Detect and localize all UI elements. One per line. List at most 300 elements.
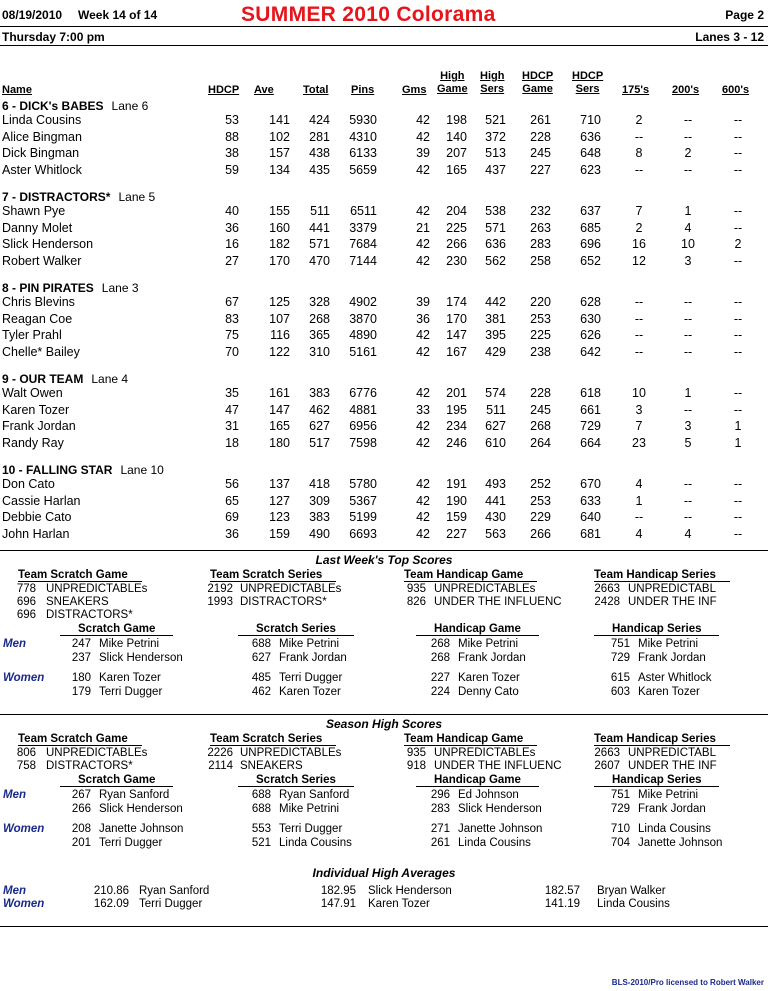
player-row: [0, 237, 768, 253]
player-row: [0, 204, 768, 220]
women-score-value: 271: [430, 823, 450, 835]
stat-ave: 127: [269, 493, 290, 508]
stat-total: 418: [309, 477, 330, 491]
stat-high-sers: 437: [485, 162, 506, 177]
count-600s: --: [733, 162, 743, 177]
count-175s: 12: [632, 253, 646, 268]
men-score-name: Mike Petrini: [458, 638, 519, 650]
team-lane: Lane 5: [118, 190, 156, 204]
stat-total: 438: [309, 146, 330, 160]
stat-hdcp-sers: 685: [580, 220, 601, 235]
women-score-value: 485: [251, 672, 271, 684]
women-score-value: 462: [251, 686, 271, 698]
team-score-name: UNDER THE INF: [628, 760, 717, 772]
count-600s: --: [733, 113, 743, 127]
stat-hdcp-sers: 640: [580, 510, 601, 524]
player-row: [0, 113, 768, 129]
stat-hdcp-game: 268: [530, 419, 551, 433]
player-name: Walt Owen: [2, 386, 63, 400]
count-175s: --: [634, 510, 644, 524]
women-average-value: 141.19: [544, 898, 580, 910]
men-score-value: 267: [71, 789, 91, 801]
stat-gms: 42: [416, 477, 430, 491]
stat-ave: 161: [269, 386, 290, 400]
stat-hdcp-sers: 633: [580, 493, 601, 508]
team-lane: Lane 10: [120, 463, 164, 477]
team-score-value: 1993: [207, 596, 233, 608]
player-name: Karen Tozer: [2, 402, 70, 417]
women-score-name: Linda Cousins: [458, 837, 531, 849]
stat-high-sers: 627: [485, 419, 506, 433]
stat-hdcp-sers: 670: [580, 477, 601, 491]
stat-high-sers: 538: [485, 204, 506, 218]
men-score-value: 283: [430, 803, 450, 815]
stat-hdcp-sers: 626: [580, 328, 601, 342]
men-score-name: Frank Jordan: [458, 652, 526, 664]
count-600s: --: [733, 220, 743, 235]
count-175s: 2: [635, 220, 643, 235]
count-200s: --: [683, 295, 693, 309]
men-score-name: Slick Henderson: [99, 652, 183, 664]
count-175s: 16: [632, 237, 646, 251]
team-title: 6 - DICK's BABES Lane 6: [2, 99, 149, 113]
count-200s: --: [683, 328, 693, 342]
stat-high-game: 195: [446, 402, 467, 417]
count-600s: --: [733, 146, 743, 160]
stat-hdcp-game: 229: [530, 510, 551, 524]
count-600s: --: [733, 253, 743, 268]
stat-hdcp-game: 227: [530, 162, 551, 177]
stat-hdcp-sers: 661: [580, 402, 601, 417]
col-header-total: Total: [303, 84, 329, 96]
team-score-value: 826: [406, 596, 426, 608]
stat-high-game: 246: [446, 435, 467, 450]
count-175s: --: [634, 129, 644, 144]
team-score-header: Team Handicap Game: [404, 569, 537, 582]
team-score-name: UNDER THE INF: [628, 596, 717, 608]
count-200s: --: [683, 311, 693, 326]
player-row: [0, 527, 768, 543]
stat-hdcp-sers: 642: [580, 344, 601, 359]
header-divider: [0, 26, 768, 27]
men-score-name: Mike Petrini: [638, 789, 699, 801]
stat-high-game: 170: [446, 311, 467, 326]
stat-hdcp-game: 283: [530, 237, 551, 251]
stat-gms: 42: [416, 435, 430, 450]
team-score-name: SNEAKERS: [46, 596, 109, 608]
stat-total: 470: [309, 253, 330, 268]
col-header-name: Name: [2, 84, 32, 96]
individual-score-header: Scratch Series: [238, 774, 354, 787]
team-score-name: DISTRACTORS*: [46, 609, 133, 621]
stat-hdcp-game: 253: [530, 311, 551, 326]
stat-high-sers: 574: [485, 386, 506, 400]
team-score-value: 2663: [594, 747, 620, 759]
col-header-175s: 175's: [622, 84, 650, 96]
team-score-name: SNEAKERS: [240, 760, 303, 772]
stat-total: 571: [309, 237, 330, 251]
women-label: Women: [3, 898, 45, 910]
stat-high-game: 266: [446, 237, 467, 251]
player-name: Robert Walker: [2, 253, 82, 268]
player-name: Debbie Cato: [2, 510, 72, 524]
player-row: [0, 254, 768, 270]
stat-hdcp: 38: [225, 146, 239, 160]
team-score-name: UNPREDICTABLEs: [240, 747, 342, 759]
count-600s: --: [733, 526, 743, 541]
team-score-value: 2226: [207, 747, 233, 759]
count-175s: 1: [635, 493, 643, 508]
stat-gms: 42: [416, 386, 430, 400]
individual-score-header: Scratch Game: [60, 774, 173, 787]
stat-high-game: 140: [446, 129, 467, 144]
count-600s: --: [733, 204, 743, 218]
stat-hdcp-sers: 623: [580, 162, 601, 177]
team-score-name: UNPREDICTABLEs: [434, 747, 536, 759]
men-score-name: Mike Petrini: [99, 638, 160, 650]
count-200s: 1: [684, 204, 692, 218]
team-score-header: Team Scratch Game: [18, 569, 142, 582]
player-name: Tyler Prahl: [2, 328, 62, 342]
stat-high-game: 167: [446, 344, 467, 359]
stat-high-game: 225: [446, 220, 467, 235]
men-score-name: Frank Jordan: [638, 803, 706, 815]
women-score-value: 208: [71, 823, 91, 835]
stat-total: 383: [309, 386, 330, 400]
team-score-value: 696: [16, 596, 36, 608]
stat-hdcp: 65: [225, 493, 239, 508]
player-name: Slick Henderson: [2, 237, 94, 251]
stat-high-sers: 441: [485, 493, 506, 508]
stat-gms: 42: [416, 493, 430, 508]
stat-ave: 147: [269, 402, 290, 417]
stat-pins: 7598: [349, 435, 377, 450]
stat-hdcp: 67: [225, 295, 239, 309]
team-title: 9 - OUR TEAM Lane 4: [2, 372, 129, 386]
stat-pins: 4890: [349, 328, 377, 342]
stat-hdcp: 47: [225, 402, 239, 417]
week-label: Week 14 of 14: [78, 8, 158, 22]
stat-hdcp: 56: [225, 477, 239, 491]
player-row: [0, 163, 768, 179]
women-score-value: 224: [430, 686, 450, 698]
stat-gms: 42: [416, 162, 430, 177]
women-label: Women: [3, 823, 45, 835]
stat-ave: 123: [269, 510, 290, 524]
men-score-name: Frank Jordan: [279, 652, 347, 664]
stat-high-game: 174: [446, 295, 467, 309]
team-score-value: 2114: [208, 760, 233, 772]
stat-ave: 165: [269, 419, 290, 433]
stat-high-game: 165: [446, 162, 467, 177]
stat-high-sers: 610: [485, 435, 506, 450]
stat-high-sers: 381: [485, 311, 506, 326]
stat-hdcp: 27: [225, 253, 239, 268]
stat-total: 309: [309, 493, 330, 508]
stat-hdcp-game: 258: [530, 253, 551, 268]
player-name: Don Cato: [2, 477, 55, 491]
women-score-name: Karen Tozer: [638, 686, 700, 698]
col-header-ave: Ave: [254, 84, 274, 96]
player-row: [0, 221, 768, 237]
men-score-name: Ryan Sanford: [99, 789, 170, 801]
men-score-name: Mike Petrini: [279, 803, 340, 815]
player-row: [0, 386, 768, 402]
stat-high-game: 227: [446, 526, 467, 541]
stat-pins: 5930: [349, 113, 377, 127]
team-lane: Lane 4: [91, 372, 129, 386]
stat-gms: 33: [416, 402, 430, 417]
report-date: 08/19/2010: [2, 8, 63, 22]
player-row: [0, 494, 768, 510]
count-200s: --: [683, 113, 693, 127]
team-score-header: Team Handicap Series: [594, 733, 730, 746]
stat-hdcp: 83: [225, 311, 239, 326]
stat-pins: 5199: [349, 510, 377, 524]
stat-hdcp-sers: 652: [580, 253, 601, 268]
count-175s: --: [634, 311, 644, 326]
stat-hdcp: 36: [225, 220, 239, 235]
stat-total: 435: [309, 162, 330, 177]
individual-score-header: Handicap Series: [594, 774, 719, 787]
stat-ave: 137: [269, 477, 290, 491]
stat-gms: 39: [416, 146, 430, 160]
women-score-name: Janette Johnson: [458, 823, 543, 835]
player-name: Cassie Harlan: [2, 493, 81, 508]
men-average-name: Bryan Walker: [597, 885, 666, 897]
stat-total: 281: [309, 129, 330, 144]
section-title: Last Week's Top Scores: [315, 553, 453, 567]
stat-hdcp-game: 245: [530, 146, 551, 160]
player-name: Randy Ray: [2, 435, 64, 450]
stat-hdcp-game: 263: [530, 220, 551, 235]
stat-ave: 180: [269, 435, 290, 450]
men-label: Men: [3, 789, 26, 801]
stat-high-game: 204: [446, 204, 467, 218]
men-average-name: Ryan Sanford: [139, 885, 210, 897]
stat-pins: 3870: [349, 311, 377, 326]
license-footer: BLS-2010/Pro licensed to Robert Walker: [611, 978, 764, 987]
col-header-600s: 600's: [722, 84, 750, 96]
men-score-value: 296: [430, 789, 450, 801]
stat-high-game: 234: [446, 419, 467, 433]
count-175s: 7: [635, 419, 643, 433]
team-score-value: 806: [16, 747, 36, 759]
men-score-value: 627: [251, 652, 271, 664]
stat-high-game: 207: [446, 146, 467, 160]
stat-gms: 42: [416, 253, 430, 268]
col-header-hdcp: HDCP: [208, 84, 240, 96]
day-time: Thursday 7:00 pm: [2, 30, 105, 44]
stat-ave: 125: [269, 295, 290, 309]
stat-hdcp: 40: [225, 204, 239, 218]
men-average-value: 182.95: [320, 885, 356, 897]
stat-pins: 7684: [349, 237, 377, 251]
count-600s: --: [733, 295, 743, 309]
stat-total: 310: [309, 344, 330, 359]
player-name: Dick Bingman: [2, 146, 80, 160]
count-200s: --: [683, 477, 693, 491]
women-average-value: 162.09: [93, 898, 129, 910]
stat-hdcp-sers: 681: [580, 526, 601, 541]
count-200s: 3: [684, 253, 692, 268]
stat-high-sers: 563: [485, 526, 506, 541]
count-175s: --: [634, 344, 644, 359]
col-header-pins: Pins: [351, 84, 375, 96]
women-score-name: Aster Whitlock: [638, 672, 712, 684]
women-score-name: Janette Johnson: [99, 823, 184, 835]
stat-hdcp-game: 261: [530, 113, 551, 127]
team-score-name: DISTRACTORS*: [240, 596, 327, 608]
team-score-name: UNPREDICTABLEs: [46, 747, 148, 759]
stat-hdcp-game: 228: [530, 129, 551, 144]
report-title: SUMMER 2010 Colorama: [241, 3, 496, 26]
stat-gms: 39: [416, 295, 430, 309]
player-name: Aster Whitlock: [2, 162, 82, 177]
stat-ave: 157: [269, 146, 290, 160]
player-name: Chelle* Bailey: [2, 344, 80, 359]
women-score-name: Terri Dugger: [279, 672, 343, 684]
count-600s: --: [733, 402, 743, 417]
team-score-value: 696: [16, 609, 36, 621]
stat-ave: 107: [269, 311, 290, 326]
women-score-value: 615: [610, 672, 630, 684]
stat-gms: 42: [416, 419, 430, 433]
stat-gms: 42: [416, 113, 430, 127]
women-score-value: 201: [71, 837, 91, 849]
count-200s: --: [683, 162, 693, 177]
stat-high-game: 191: [446, 477, 467, 491]
women-score-name: Janette Johnson: [638, 837, 723, 849]
count-175s: 7: [635, 204, 643, 218]
stat-hdcp: 36: [225, 526, 239, 541]
count-200s: --: [683, 510, 693, 524]
count-175s: 4: [635, 477, 643, 491]
men-average-value: 210.86: [93, 885, 129, 897]
player-name: Alice Bingman: [2, 129, 82, 144]
women-score-name: Denny Cato: [458, 686, 519, 698]
women-score-value: 553: [251, 823, 271, 835]
team-score-header: Team Handicap Series: [594, 569, 730, 582]
stat-hdcp-game: 253: [530, 493, 551, 508]
count-200s: --: [683, 344, 693, 359]
team-lane: Lane 3: [101, 281, 139, 295]
player-row: [0, 345, 768, 361]
women-score-name: Karen Tozer: [99, 672, 161, 684]
player-row: [0, 328, 768, 344]
stat-high-sers: 430: [485, 510, 506, 524]
women-score-value: 521: [251, 837, 271, 849]
men-score-value: 688: [251, 803, 271, 815]
men-score-value: 729: [610, 652, 630, 664]
stat-high-sers: 636: [485, 237, 506, 251]
men-score-value: 751: [610, 638, 630, 650]
women-label: Women: [3, 672, 45, 684]
women-score-value: 603: [610, 686, 630, 698]
count-200s: 4: [684, 526, 692, 541]
men-score-value: 268: [430, 652, 450, 664]
player-row: [0, 419, 768, 435]
men-score-name: Ryan Sanford: [279, 789, 350, 801]
stat-total: 517: [309, 435, 330, 450]
stat-total: 328: [309, 295, 330, 309]
stat-pins: 5161: [349, 344, 377, 359]
women-average-name: Linda Cousins: [597, 898, 670, 910]
count-175s: 3: [635, 402, 643, 417]
men-average-value: 182.57: [544, 885, 580, 897]
men-label: Men: [3, 638, 26, 650]
stat-hdcp-game: 266: [530, 526, 551, 541]
women-score-value: 710: [610, 823, 630, 835]
women-score-name: Terri Dugger: [279, 823, 343, 835]
stat-high-sers: 511: [486, 402, 506, 417]
stat-ave: 134: [269, 162, 290, 177]
col-header-200s: 200's: [672, 84, 700, 96]
player-row: [0, 477, 768, 493]
stat-hdcp-game: 252: [530, 477, 551, 491]
count-175s: 4: [635, 526, 643, 541]
stat-hdcp-sers: 618: [580, 386, 601, 400]
stat-gms: 42: [416, 328, 430, 342]
player-name: Chris Blevins: [2, 295, 75, 309]
men-score-name: Slick Henderson: [99, 803, 183, 815]
men-score-value: 237: [71, 652, 91, 664]
stat-hdcp: 69: [225, 510, 239, 524]
stat-ave: 122: [269, 344, 290, 359]
count-600s: --: [733, 344, 743, 359]
player-row: [0, 295, 768, 311]
stat-hdcp: 31: [225, 419, 239, 433]
count-200s: 3: [684, 419, 692, 433]
count-600s: 1: [734, 419, 742, 433]
women-score-value: 704: [610, 837, 630, 849]
count-600s: --: [733, 510, 743, 524]
count-200s: 1: [684, 386, 692, 400]
stat-high-sers: 513: [485, 146, 506, 160]
team-score-name: UNDER THE INFLUENC: [434, 596, 562, 608]
stat-high-sers: 395: [485, 328, 506, 342]
stat-high-sers: 372: [485, 129, 506, 144]
stat-hdcp-game: 232: [530, 204, 551, 218]
count-600s: --: [733, 129, 743, 144]
stat-high-sers: 521: [485, 113, 506, 127]
page-number: Page 2: [725, 8, 764, 22]
stat-ave: 170: [269, 253, 290, 268]
header-divider-2: [0, 45, 768, 46]
col-header-high-sers: High Sers: [480, 70, 505, 95]
team-score-value: 778: [16, 583, 36, 595]
stat-ave: 102: [269, 129, 290, 144]
men-label: Men: [3, 885, 26, 897]
women-score-name: Linda Cousins: [279, 837, 352, 849]
count-200s: --: [683, 493, 693, 508]
player-row: [0, 510, 768, 526]
player-name: Reagan Coe: [2, 311, 73, 326]
men-score-value: 247: [71, 638, 91, 650]
stat-hdcp-sers: 637: [580, 204, 601, 218]
women-score-name: Linda Cousins: [638, 823, 711, 835]
player-name: Danny Molet: [2, 220, 73, 235]
men-score-value: 688: [251, 638, 271, 650]
women-score-name: Karen Tozer: [279, 686, 341, 698]
stat-gms: 42: [416, 129, 430, 144]
col-header-hdcp-sers: HDCP Sers: [572, 70, 604, 95]
team-lane: Lane 6: [111, 99, 149, 113]
stat-total: 441: [309, 220, 330, 235]
stat-high-sers: 571: [485, 220, 506, 235]
women-score-name: Karen Tozer: [458, 672, 520, 684]
stat-total: 383: [309, 510, 330, 524]
